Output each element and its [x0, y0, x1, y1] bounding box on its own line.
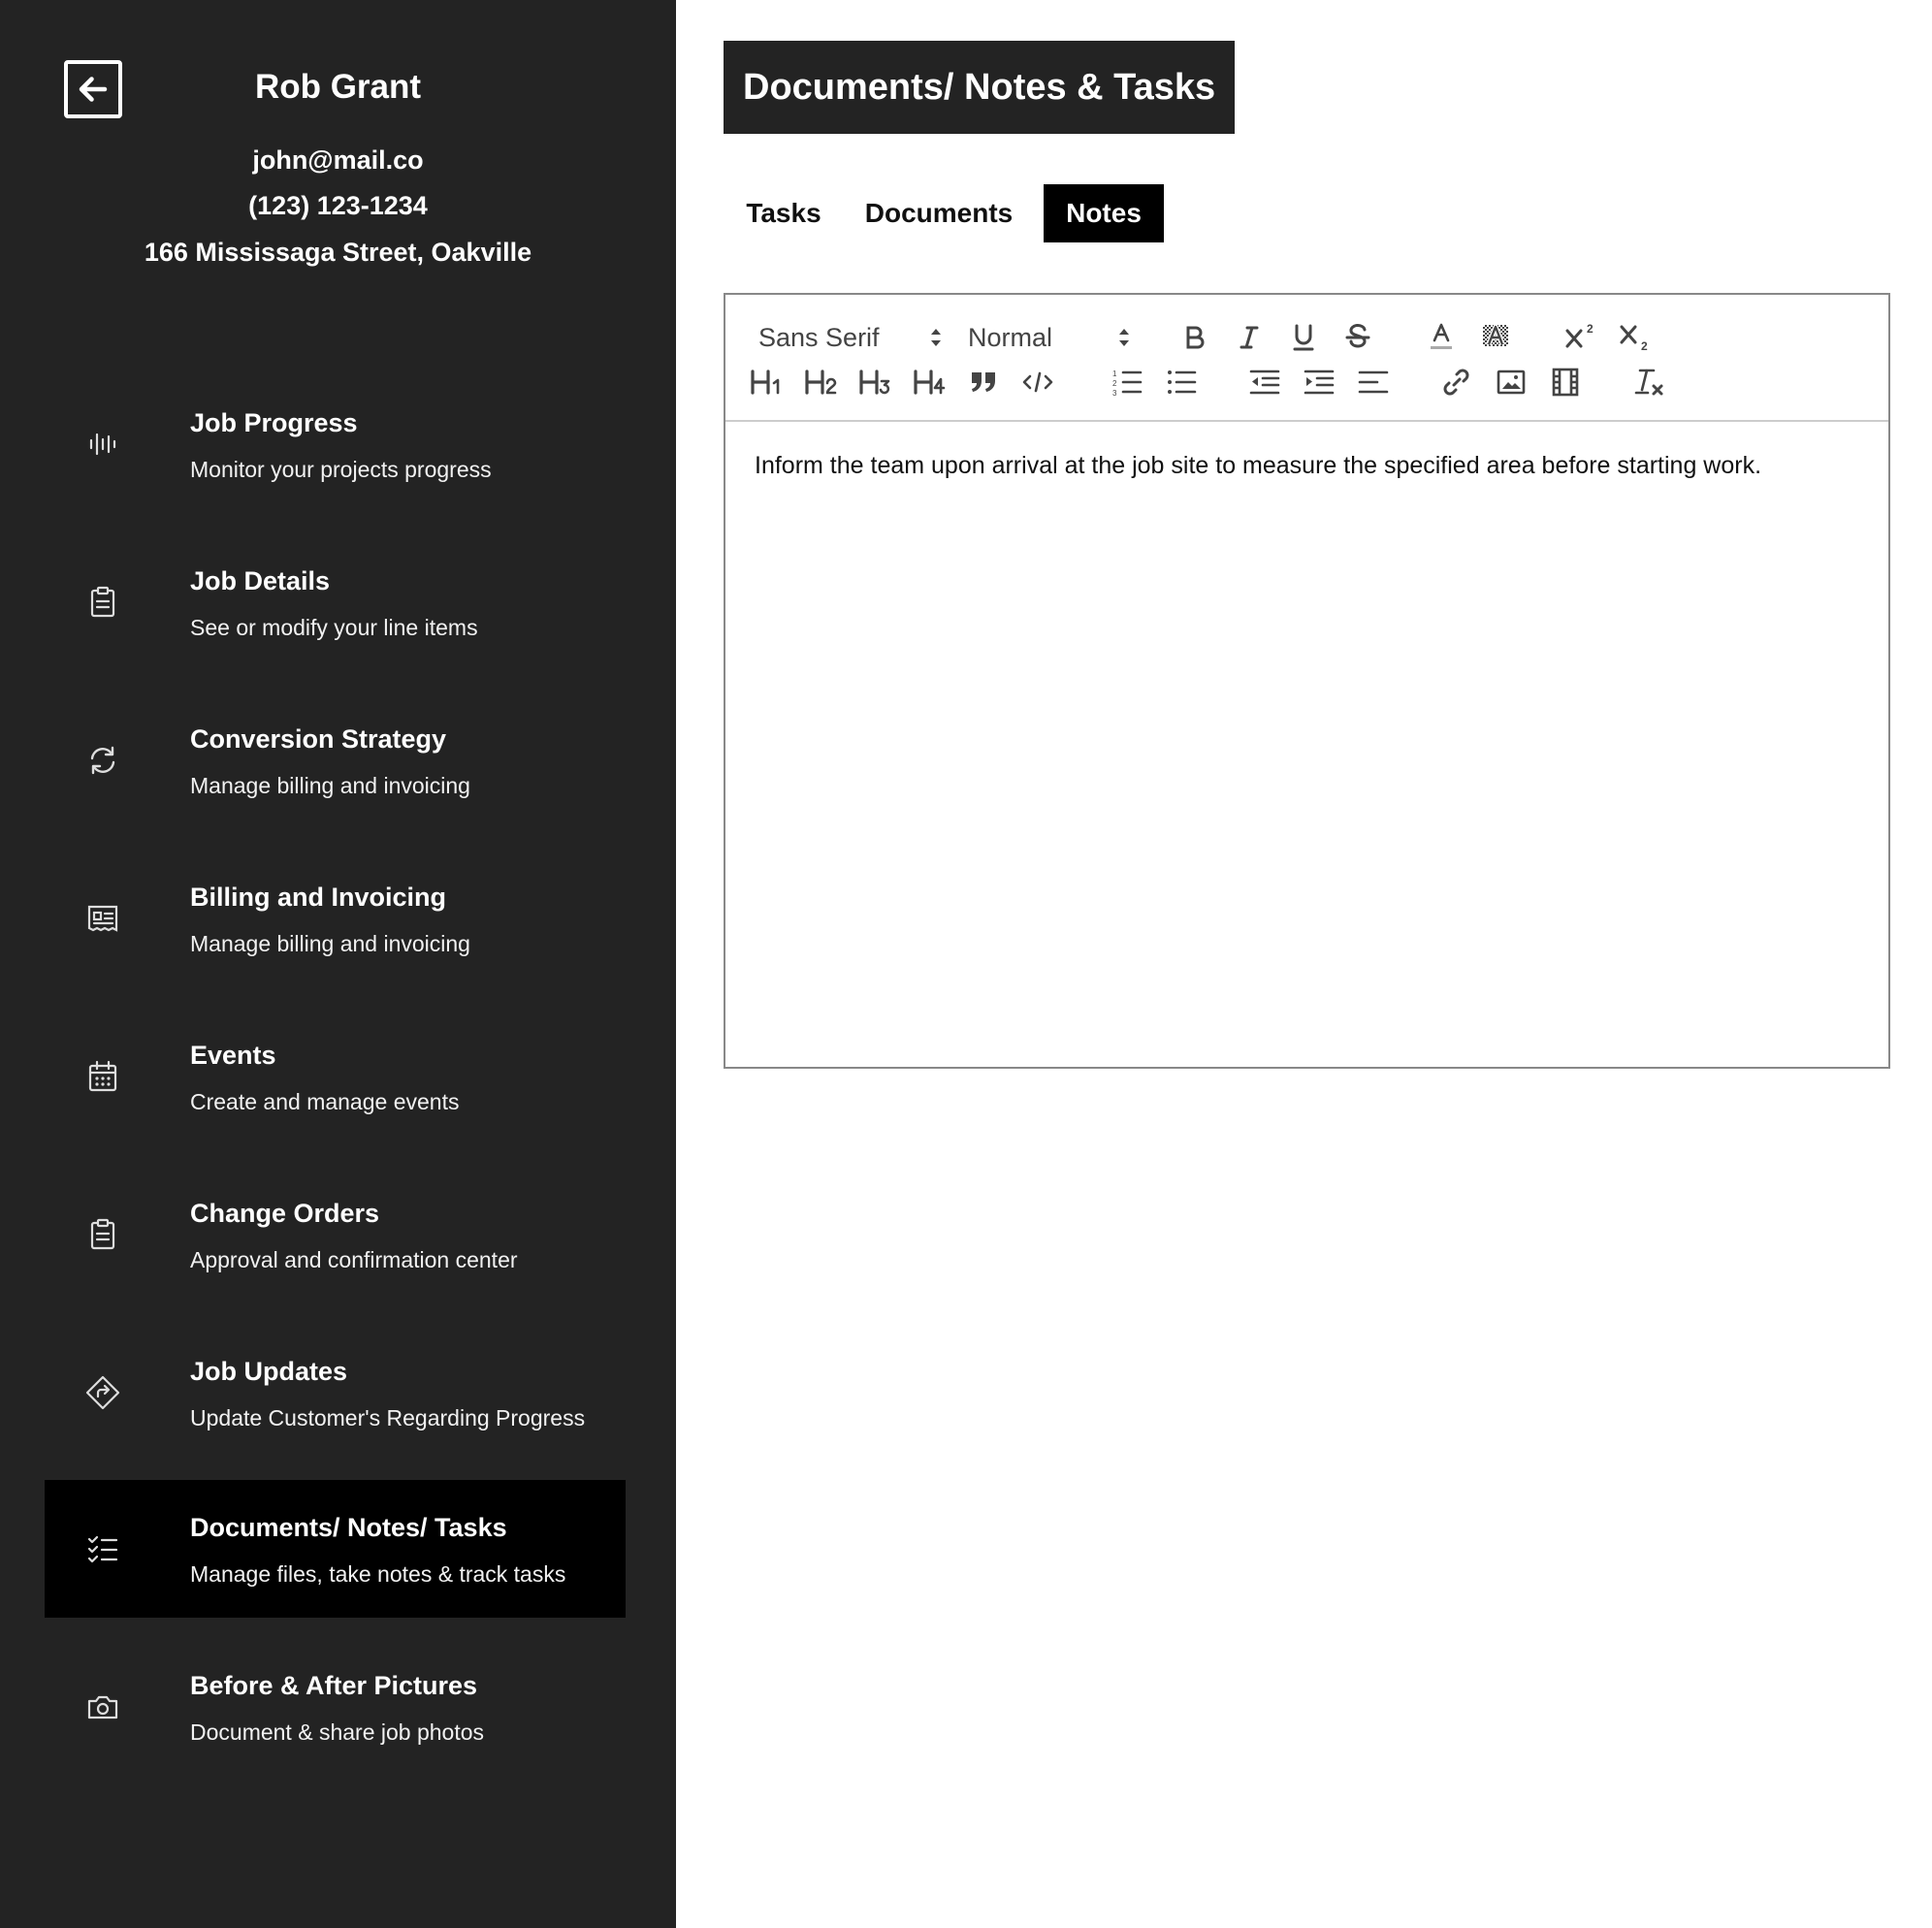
- video-button[interactable]: [1546, 363, 1585, 402]
- indent-icon: [1304, 369, 1335, 396]
- font-size-select[interactable]: [968, 316, 1131, 359]
- nav-title: Change Orders: [190, 1199, 380, 1228]
- nav-title: Events: [190, 1041, 276, 1070]
- nav-subtitle: Monitor your projects progress: [190, 457, 492, 482]
- waveform-icon: [83, 425, 122, 464]
- checklist-icon: [83, 1529, 122, 1568]
- clear-format-icon: [1632, 367, 1665, 398]
- nav-subtitle: Create and manage events: [190, 1089, 460, 1114]
- profile-email: john@mail.co: [252, 145, 424, 175]
- profile-name: Rob Grant: [254, 68, 422, 106]
- sidebar-item-job-progress[interactable]: [45, 375, 626, 513]
- bullet-list-button[interactable]: [1162, 363, 1201, 402]
- strikethrough-icon: [1344, 323, 1371, 352]
- nav-subtitle: Approval and confirmation center: [190, 1247, 518, 1272]
- sidebar: [0, 0, 676, 1928]
- outdent-button[interactable]: [1245, 363, 1284, 402]
- nav-subtitle: Manage files, take notes & track tasks: [190, 1561, 566, 1587]
- svg-text:2: 2: [1587, 322, 1594, 336]
- nav-subtitle: See or modify your line items: [190, 615, 478, 640]
- heading-4-button[interactable]: [910, 363, 949, 402]
- nav-subtitle: Update Customer's Regarding Progress: [190, 1405, 586, 1430]
- outdent-icon: [1249, 369, 1280, 396]
- clipboard-icon: [83, 1215, 122, 1254]
- sidebar-item-billing-invoicing[interactable]: [45, 850, 626, 987]
- nav-title: Billing and Invoicing: [190, 883, 447, 912]
- heading-2-icon: [803, 368, 838, 397]
- bullet-list-icon: [1166, 368, 1197, 397]
- editor-toolbar: [725, 295, 1888, 422]
- camera-icon: [83, 1687, 122, 1726]
- rich-text-editor: [724, 293, 1890, 1069]
- quote-icon: [969, 369, 998, 396]
- superscript-icon: [1563, 321, 1598, 352]
- underline-button[interactable]: [1286, 318, 1321, 357]
- align-left-icon: [1358, 370, 1389, 395]
- subscript-icon: [1618, 321, 1653, 352]
- link-button[interactable]: [1437, 363, 1476, 402]
- font-family-value: Sans Serif: [758, 322, 880, 352]
- heading-4-icon: [912, 368, 947, 397]
- font-size-value: Normal: [968, 322, 1053, 352]
- nav-title: Job Progress: [190, 408, 358, 437]
- svg-text:1: 1: [1112, 370, 1117, 378]
- clipboard-icon: [83, 583, 122, 622]
- image-icon: [1497, 369, 1526, 396]
- link-icon: [1441, 367, 1472, 398]
- tab-tasks[interactable]: Tasks: [746, 198, 821, 228]
- sidebar-item-job-details[interactable]: [45, 533, 626, 671]
- editor-content[interactable]: Inform the team upon arrival at the job site to measure the specified area before starting work.: [755, 452, 1762, 479]
- refresh-icon: [83, 741, 122, 780]
- sidebar-item-change-orders[interactable]: [45, 1166, 626, 1303]
- ordered-list-button[interactable]: [1108, 363, 1146, 402]
- tab-documents[interactable]: Documents: [864, 198, 1014, 228]
- select-arrows-icon: [1117, 326, 1131, 349]
- nav-subtitle: Document & share job photos: [190, 1719, 485, 1745]
- align-button[interactable]: [1354, 363, 1393, 402]
- clear-format-button[interactable]: [1629, 363, 1668, 402]
- video-icon: [1552, 368, 1579, 397]
- tab-bar: [724, 184, 1164, 242]
- code-icon: [1022, 370, 1053, 394]
- nav-subtitle: Manage billing and invoicing: [190, 931, 470, 956]
- select-arrows-icon: [929, 326, 943, 349]
- direction-sign-icon: [83, 1373, 122, 1412]
- tab-notes[interactable]: Notes: [1044, 184, 1164, 242]
- text-color-button[interactable]: [1424, 316, 1459, 357]
- page-title: Documents/ Notes & Tasks: [724, 41, 1235, 134]
- nav-title: Before & After Pictures: [190, 1671, 478, 1700]
- profile-address: 166 Mississaga Street, Oakville: [144, 238, 532, 267]
- svg-text:3: 3: [1112, 389, 1117, 397]
- italic-button[interactable]: [1232, 318, 1267, 357]
- underline-icon: [1291, 323, 1316, 352]
- image-button[interactable]: [1492, 363, 1530, 402]
- italic-icon: [1238, 324, 1261, 351]
- subscript-button[interactable]: [1616, 316, 1655, 357]
- code-block-button[interactable]: [1018, 363, 1057, 402]
- blockquote-button[interactable]: [964, 363, 1003, 402]
- heading-1-button[interactable]: [747, 363, 786, 402]
- text-color-icon: [1428, 321, 1455, 352]
- ordered-list-icon: [1111, 368, 1143, 397]
- bold-icon: [1182, 324, 1208, 351]
- nav-subtitle: Manage billing and invoicing: [190, 773, 470, 798]
- nav-title: Conversion Strategy: [190, 724, 447, 754]
- nav-title: Job Details: [190, 566, 331, 595]
- heading-2-button[interactable]: [801, 363, 840, 402]
- svg-text:2: 2: [1641, 339, 1648, 352]
- nav-title: Job Updates: [190, 1357, 348, 1386]
- highlight-icon: [1481, 321, 1510, 352]
- sidebar-item-documents-notes-tasks[interactable]: [45, 1480, 626, 1618]
- background-color-button[interactable]: [1478, 316, 1513, 357]
- svg-text:2: 2: [1112, 379, 1117, 388]
- heading-3-icon: [857, 368, 892, 397]
- font-family-select[interactable]: [758, 316, 943, 359]
- sidebar-item-conversion-strategy[interactable]: [45, 691, 626, 829]
- strikethrough-button[interactable]: [1340, 318, 1375, 357]
- nav-title: Documents/ Notes/ Tasks: [190, 1513, 507, 1542]
- sidebar-item-before-after-pictures[interactable]: [45, 1638, 626, 1776]
- sidebar-item-events[interactable]: [45, 1008, 626, 1145]
- heading-3-button[interactable]: [855, 363, 894, 402]
- calendar-icon: [83, 1057, 122, 1096]
- indent-button[interactable]: [1300, 363, 1338, 402]
- bold-button[interactable]: [1177, 318, 1212, 357]
- sidebar-item-job-updates[interactable]: [45, 1324, 626, 1462]
- profile-phone: (123) 123-1234: [248, 191, 428, 220]
- heading-1-icon: [749, 368, 784, 397]
- invoice-icon: [83, 899, 122, 938]
- superscript-button[interactable]: [1562, 316, 1600, 357]
